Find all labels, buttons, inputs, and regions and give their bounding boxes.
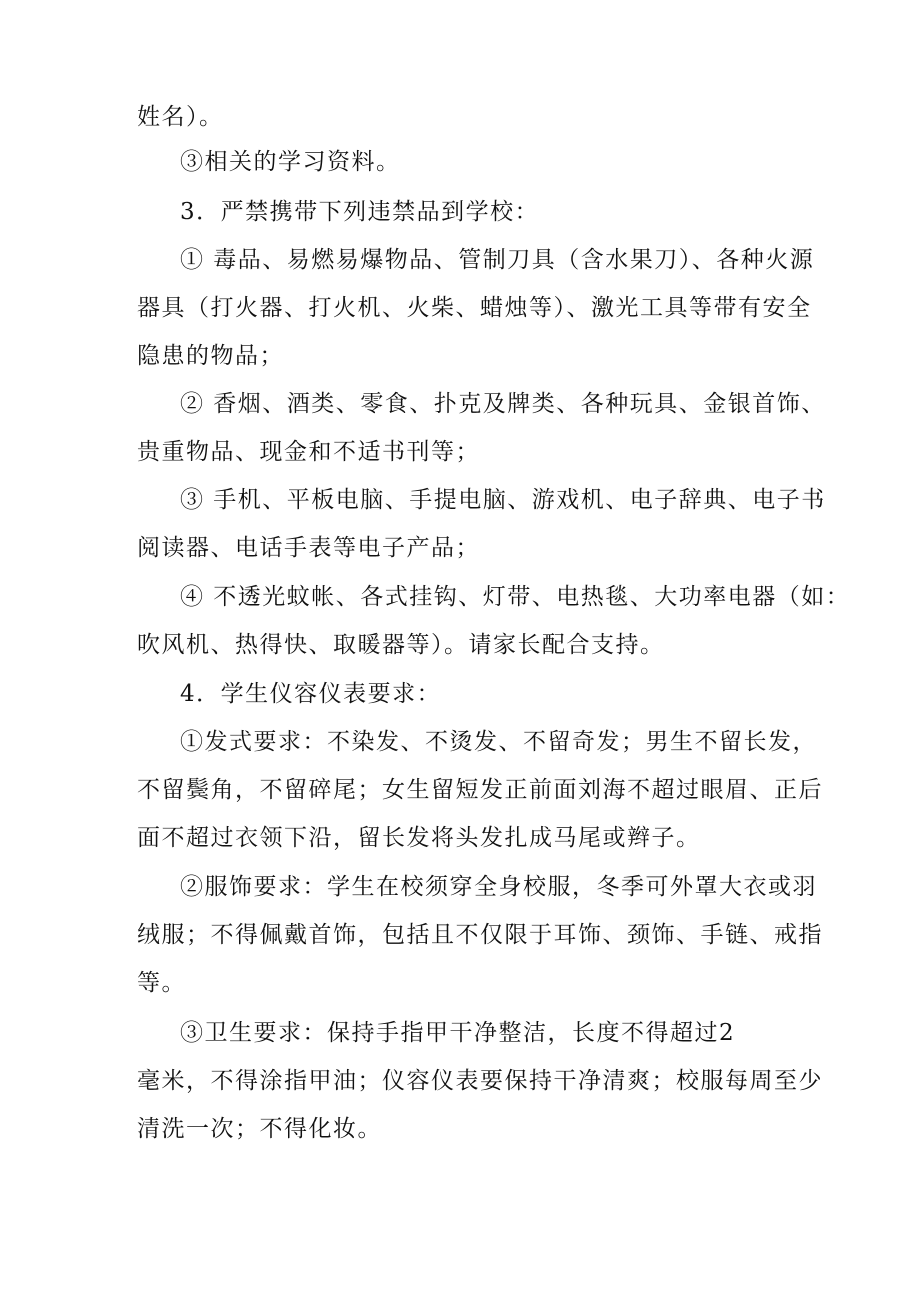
text-line: 清洗一次；不得化妆。 [137,1116,382,1142]
text-line: ② 香烟、酒类、零食、扑克及牌类、各种玩具、金银首饰、 [180,391,826,417]
text-line: 不留鬓角，不留碎尾；女生留短发正前面刘海不超过眼眉、正后 [137,777,823,803]
text-line: ②服饰要求：学生在校须穿全身校服，冬季可外罩大衣或羽 [180,874,817,900]
text-line: 绒服；不得佩戴首饰，包括且不仅限于耳饰、颈饰、手链、戒指 [137,922,823,948]
text-line: 等。 [137,970,186,996]
text-line: 吹风机、热得快、取暖器等）。请家长配合支持。 [137,632,665,658]
text-line: 器具（打火器、打火机、火柴、蜡烛等）、激光工具等带有安全 [137,295,812,321]
text-line: 4．学生仪容仪表要求： [180,681,442,707]
text-line: ③相关的学习资料。 [180,149,401,175]
text-line: 隐患的物品； [137,343,284,369]
text-line: ③卫生要求：保持手指甲干净整洁，长度不得超过2 [180,1020,736,1046]
text-line: 姓名）。 [137,104,224,130]
text-line: ①发式要求：不染发、不烫发、不留奇发；男生不留长发， [180,729,817,755]
text-line: 阅读器、电话手表等电子产品； [137,535,480,561]
text-line: 贵重物品、现金和不适书刊等； [137,439,480,465]
text-line: 面不超过衣领下沿，留长发将头发扎成马尾或辫子。 [137,825,701,851]
text-line: 毫米，不得涂指甲油；仪容仪表要保持干净清爽；校服每周至少 [137,1068,823,1094]
text-line: ④ 不透光蚊帐、各式挂钩、灯带、电热毯、大功率电器（如： [180,584,851,610]
text-line: ① 毒品、易燃易爆物品、管制刀具（含水果刀）、各种火源 [180,247,815,273]
text-line: ③ 手机、平板电脑、手提电脑、游戏机、电子辞典、电子书 [180,487,826,513]
text-line: 3．严禁携带下列违禁品到学校： [180,199,540,225]
